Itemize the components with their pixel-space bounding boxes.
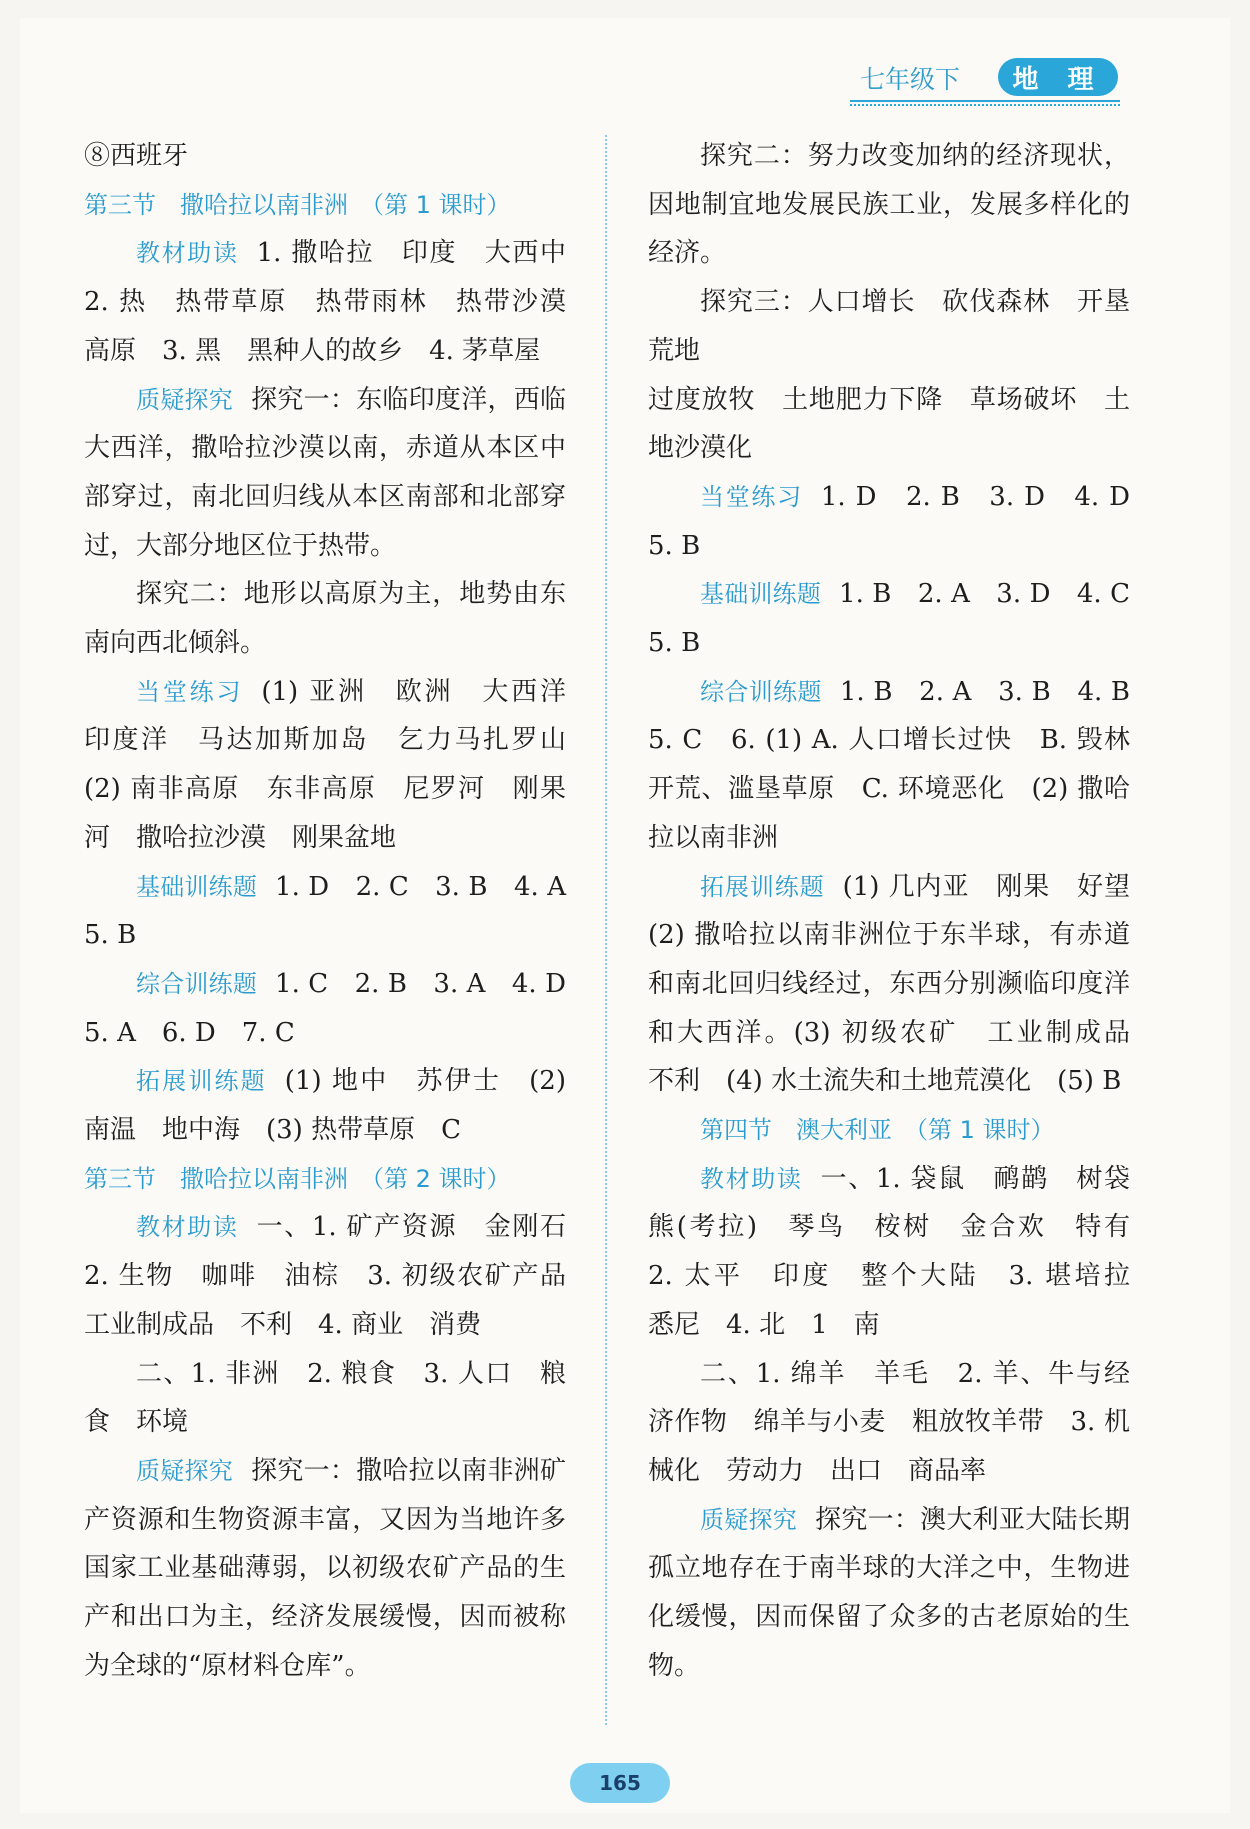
block-text: 探究一：澳大利亚大陆长期孤立地存在于南半球的大洋之中，生物进化缓慢，因而保留了众多的古老原始的生物。 [648, 1504, 1130, 1681]
block-text: 1. D 2. C 3. B 4. A 5. B [84, 871, 593, 951]
block-text: 探究一：东临印度洋，西临大西洋，撒哈拉沙漠以南，赤道从本区中部穿过，南北回归线从本区南部和北部穿过，大部分地区位于热带。 [84, 384, 566, 561]
left-column [84, 132, 593, 1691]
answer-block [84, 960, 593, 1057]
block-label: 拓展训练题 [136, 1067, 267, 1096]
block-text: 一、1. 袋鼠 鸸鹋 树袋熊(考拉) 琴鸟 桉树 金合欢 特有 2. 太平 印度 整个大陆 3. 堪培拉 悉尼 4. 北 1 南 [648, 1163, 1157, 1340]
answer-block [84, 376, 566, 571]
answer-block [648, 1155, 1157, 1350]
subject-badge: 地 理 [998, 58, 1118, 96]
right-column [648, 132, 1157, 1691]
block-text: 1. 撒哈拉 印度 大西中 2. 热 热带草原 热带雨林 热带沙漠 高原 3. 黑 黑种人的故乡 4. 茅草屋 [84, 238, 593, 366]
answer-block: 探究二：地形以高原为主，地势由东南向西北倾斜。 [84, 579, 566, 659]
answer-block [84, 1203, 593, 1349]
block-label: 教材助读 [136, 1213, 239, 1242]
block-text: 探究一：撒哈拉以南非洲矿产资源和生物资源丰富，又因为当地许多国家工业基础薄弱，以初级农矿产品的生产和出口为主，经济发展缓慢，因而被称为全球的“原材料仓库”。 [84, 1455, 566, 1681]
answer-block: 二、1. 绵羊 羊毛 2. 羊、牛与经济作物 绵羊与小麦 粗放牧羊带 3. 机械化 劳动力 出口 商品率 [648, 1358, 1130, 1486]
block-label: 综合训练题 [700, 677, 822, 706]
answer-block [84, 1057, 566, 1154]
answer-block [648, 473, 1157, 570]
block-label: 基础训练题 [700, 580, 822, 609]
block-label: 质疑探究 [136, 1456, 234, 1485]
block-label: 当堂练习 [136, 677, 244, 706]
header-line [850, 100, 1120, 102]
block-label: 质疑探究 [136, 385, 234, 414]
block-text: 1. D 2. B 3. D 4. D 5. B [648, 481, 1157, 561]
block-text: 1. B 2. A 3. D 4. C 5. B [648, 579, 1157, 659]
answer-block: 探究三：人口增长 砍伐森林 开垦荒地 [648, 287, 1130, 366]
answer-block [84, 1447, 566, 1691]
answer-block: 过度放牧 土地肥力下降 草场破坏 土地沙漠化 [648, 384, 1130, 464]
answer-block [648, 570, 1157, 667]
block-label: 拓展训练题 [700, 872, 825, 901]
answer-block [648, 1496, 1130, 1691]
block-label: 教材助读 [700, 1164, 803, 1193]
block-label: 当堂练习 [700, 482, 803, 511]
block-label: 质疑探究 [700, 1505, 798, 1534]
block-text: (1) 亚洲 欧洲 大西洋 印度洋 马达加斯加岛 乞力马扎罗山 (2) 南非高原 东非高原 尼罗河 刚果河 撒哈拉沙漠 刚果盆地 [84, 676, 593, 853]
answer-block [84, 229, 593, 375]
page-number: 165 [570, 1763, 670, 1803]
block-label: 教材助读 [136, 239, 239, 268]
answer-block [84, 668, 593, 863]
answer-block [648, 863, 1157, 1107]
block-text: 1. C 2. B 3. A 4. D 5. A 6. D 7. C [84, 968, 593, 1048]
block-text: (1) 地中 苏伊士 (2) 南温 地中海 (3) 热带草原 C [84, 1066, 566, 1146]
block-label: 综合训练题 [136, 969, 258, 998]
section-title: 第三节 撒哈拉以南非洲 （第 1 课时） [84, 190, 511, 219]
answer-block: 探究二：努力改变加纳的经济现状，因地制宜地发展民族工业，发展多样化的经济。 [648, 141, 1130, 269]
answer-block [648, 668, 1157, 863]
column-divider [605, 135, 607, 1725]
header-dotted-line [850, 104, 1120, 106]
block-label: 基础训练题 [136, 872, 258, 901]
answer-block [84, 863, 593, 960]
section-title: 第四节 澳大利亚 （第 1 课时） [700, 1116, 1055, 1145]
block-text: 1. B 2. A 3. B 4. B 5. C 6. (1) A. 人口增长过快 B. 毁林开荒、滥垦草原 C. 环境恶化 (2) 撒哈拉以南非洲 [648, 676, 1157, 853]
answer-block: 二、1. 非洲 2. 粮食 3. 人口 粮食 环境 [84, 1358, 566, 1438]
section-title: 第三节 撒哈拉以南非洲 （第 2 课时） [84, 1164, 511, 1193]
header-grade: 七年级下 [860, 65, 961, 94]
block-text: 一、1. 矿产资源 金刚石 2. 生物 咖啡 油棕 3. 初级农矿产品 工业制成品 不利 4. 商业 消费 [84, 1212, 593, 1340]
block-text: (1) 几内亚 刚果 好望 (2) 撒哈拉以南非洲位于东半球，有赤道和南北回归线经过，东西分别濒临印度洋和大西洋。(3) 初级农矿 工业制成品 不利 (4) 水土流失和土地荒漠化 (5) B [648, 871, 1157, 1097]
answer-line: ⑧西班牙 [84, 141, 189, 171]
